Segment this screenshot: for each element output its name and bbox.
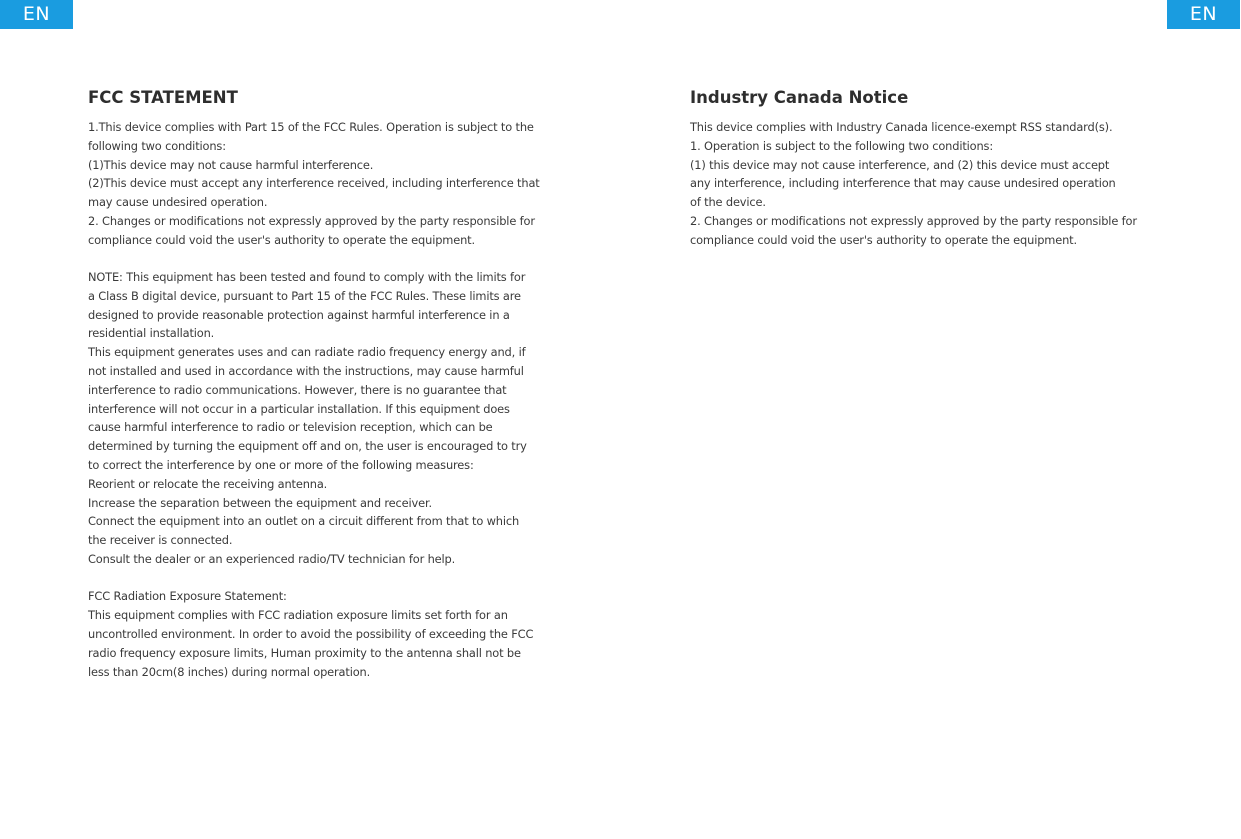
text-line: compliance could void the user's authority to operate the equipment. [690,232,1077,247]
text-line: This device complies with Industry Canada licence-exempt RSS standard(s). [690,120,1113,134]
text-line: to correct the interference by one or more of the following measures: [88,458,474,473]
text-line: This equipment complies with FCC radiation exposure limits set forth for an [88,608,508,623]
text-line: interference to radio communications. However, there is no guarantee that [88,382,507,397]
text-line: less than 20cm(8 inches) during normal operation. [88,664,371,679]
text-line: Increase the separation between the equipment and receiver. [88,495,432,510]
text-line: NOTE: This equipment has been tested and found to comply with the limits for [88,270,526,285]
text-line: interference will not occur in a particular installation. If this equipment does [88,401,510,416]
text-line: determined by turning the equipment off and on, the user is encouraged to try [88,439,527,454]
text-line: Reorient or relocate the receiving antenna. [88,476,328,491]
fcc-statement-section [88,86,550,681]
fcc-statement-title: FCC STATEMENT [88,88,238,107]
industry-canada-section [690,86,1155,250]
text-line: 2. Changes or modifications not expressly approved by the party responsible for [88,213,535,228]
text-line: not installed and used in accordance with the instructions, may cause harmful [88,364,524,379]
language-tab-left: EN [0,0,73,29]
industry-canada-title: Industry Canada Notice [690,88,909,107]
text-line: This equipment generates uses and can radiate radio frequency energy and, if [88,345,526,360]
text-line: Connect the equipment into an outlet on a circuit different from that to which [88,514,520,529]
text-line: 2. Changes or modifications not expressly approved by the party responsible for [690,213,1137,228]
text-line: (1) this device may not cause interference, and (2) this device must accept [690,157,1110,172]
text-line: 1. Operation is subject to the following two conditions: [690,138,994,153]
text-line: a Class B digital device, pursuant to Part 15 of the FCC Rules. These limits are [88,288,521,303]
industry-canada-text [690,118,1155,250]
text-line: radio frequency exposure limits, Human proximity to the antenna shall not be [88,645,521,660]
text-line: residential installation. [88,326,215,341]
fcc-conditions-text [88,118,550,250]
text-line: of the device. [690,195,766,210]
text-line: cause harmful interference to radio or television reception, which can be [88,420,493,435]
text-line: the receiver is connected. [88,533,233,548]
text-line: FCC Radiation Exposure Statement: [88,589,287,604]
text-line: (1)This device may not cause harmful interference. [88,157,374,172]
text-line: (2)This device must accept any interference received, including interference that [88,176,540,191]
text-line: following two conditions: [88,138,226,153]
fcc-radiation-text [88,587,550,681]
text-line: 1.This device complies with Part 15 of the FCC Rules. Operation is subject to the [88,120,534,134]
fcc-note-text [88,268,550,569]
text-line: may cause undesired operation. [88,195,268,210]
language-tab-right: EN [1167,0,1240,29]
text-line: uncontrolled environment. In order to avoid the possibility of exceeding the FCC [88,626,534,641]
text-line: designed to provide reasonable protection against harmful interference in a [88,307,510,322]
text-line: any interference, including interference that may cause undesired operation [690,176,1116,191]
text-line: Consult the dealer or an experienced radio/TV technician for help. [88,552,456,567]
text-line: compliance could void the user's authority to operate the equipment. [88,232,475,247]
